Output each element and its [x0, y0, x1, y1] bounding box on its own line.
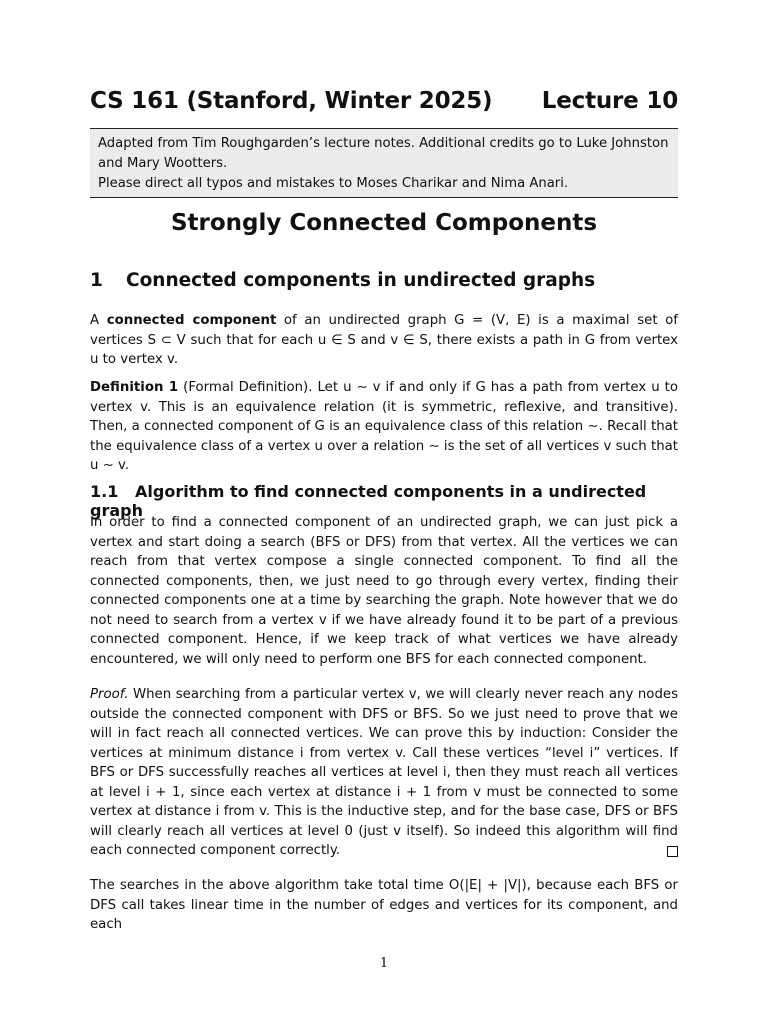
- qed-icon: [667, 846, 678, 857]
- running-header: [90, 88, 678, 114]
- algorithm-paragraph: In order to find a connected component of an undirected graph, we can just pick a vertex and start doing a search (BFS or DFS) from that vertex. All the vertices we can reach from that vertex compose a single connected component. To find all the connected components, then, we just need to go through every vertex, finding their connected components one at a time by searching the graph. Note however that we do not need to search from a vertex v if we have already found it to be part of a previous connected component. Hence, if we keep track of what vertices we have already encountered, we will only need to perform one BFS for each connected component.: [90, 515, 678, 667]
- page-number: 1: [379, 956, 389, 971]
- proof-label: Proof.: [90, 687, 129, 702]
- intro-paragraph: [90, 311, 678, 370]
- document-title: Strongly Connected Components: [170, 210, 598, 236]
- proof-paragraph: [90, 685, 678, 861]
- section-number: 1: [90, 270, 103, 291]
- definition-name: (Formal Definition).: [178, 380, 313, 395]
- defined-term: connected component: [106, 313, 277, 328]
- course-title: CS 161 (Stanford, Winter 2025): [90, 88, 493, 114]
- runtime-paragraph: The searches in the above algorithm take total time O(|E| + |V|), because each BFS or DFS call takes linear time in the number of edges and vertices for its component, and each: [90, 878, 678, 932]
- section-heading: [90, 270, 678, 291]
- credits-line: and Mary Wootters.: [98, 156, 228, 171]
- lecture-number: Lecture 10: [541, 88, 678, 114]
- intro-text: of an undirected graph G = (V, E) is a maximal set of vertices S ⊂ V such that for each u ∈ S and v ∈ S, there exists a path in G from vertex u to vertex v.: [90, 313, 678, 367]
- credits-box: [90, 128, 678, 198]
- definition-label: Definition 1: [90, 380, 179, 395]
- definition-paragraph: [90, 378, 678, 476]
- intro-text: A: [90, 313, 107, 328]
- subsection-number: 1.1: [90, 482, 119, 501]
- proof-text: When searching from a particular vertex v, we will clearly never reach any nodes outside the connected component with DFS or BFS. So we just need to prove that we will in fact reach all connected vertices. We can prove this by induction: Consider the vertices at minimum distance i from vertex v. Call these vertices “level i” vertices. If BFS or DFS successfully reaches all vertices at level i, then they must reach all vertices at level i + 1, since each vertex at distance i + 1 from v must be connected to some vertex at distance i from v. This is the inductive step, and for the base case, DFS or BFS will clearly reach all vertices at level 0 (just v itself). So indeed this algorithm will find each connected component correctly.: [90, 687, 678, 858]
- definition-text: Let u ∼ v if and only if G has a path from vertex u to vertex v. This is an equivalence relation (it is symmetric, reflexive, and transitive). Then, a connected component of G is an equivalence class of this relation ∼. Recall that the equivalence class of a vertex u over a relation ∼ is the set of all vertices v such that u ∼ v.: [90, 380, 679, 473]
- credits-line: Adapted from Tim Roughgarden’s lecture notes. Additional credits go to Luke Johnston: [98, 136, 669, 151]
- credits-line: Please direct all typos and mistakes to Moses Charikar and Nima Anari.: [98, 176, 569, 191]
- section-title: Connected components in undirected graphs: [126, 270, 596, 291]
- subsection-title: Algorithm to find connected components in a undirected graph: [90, 482, 647, 520]
